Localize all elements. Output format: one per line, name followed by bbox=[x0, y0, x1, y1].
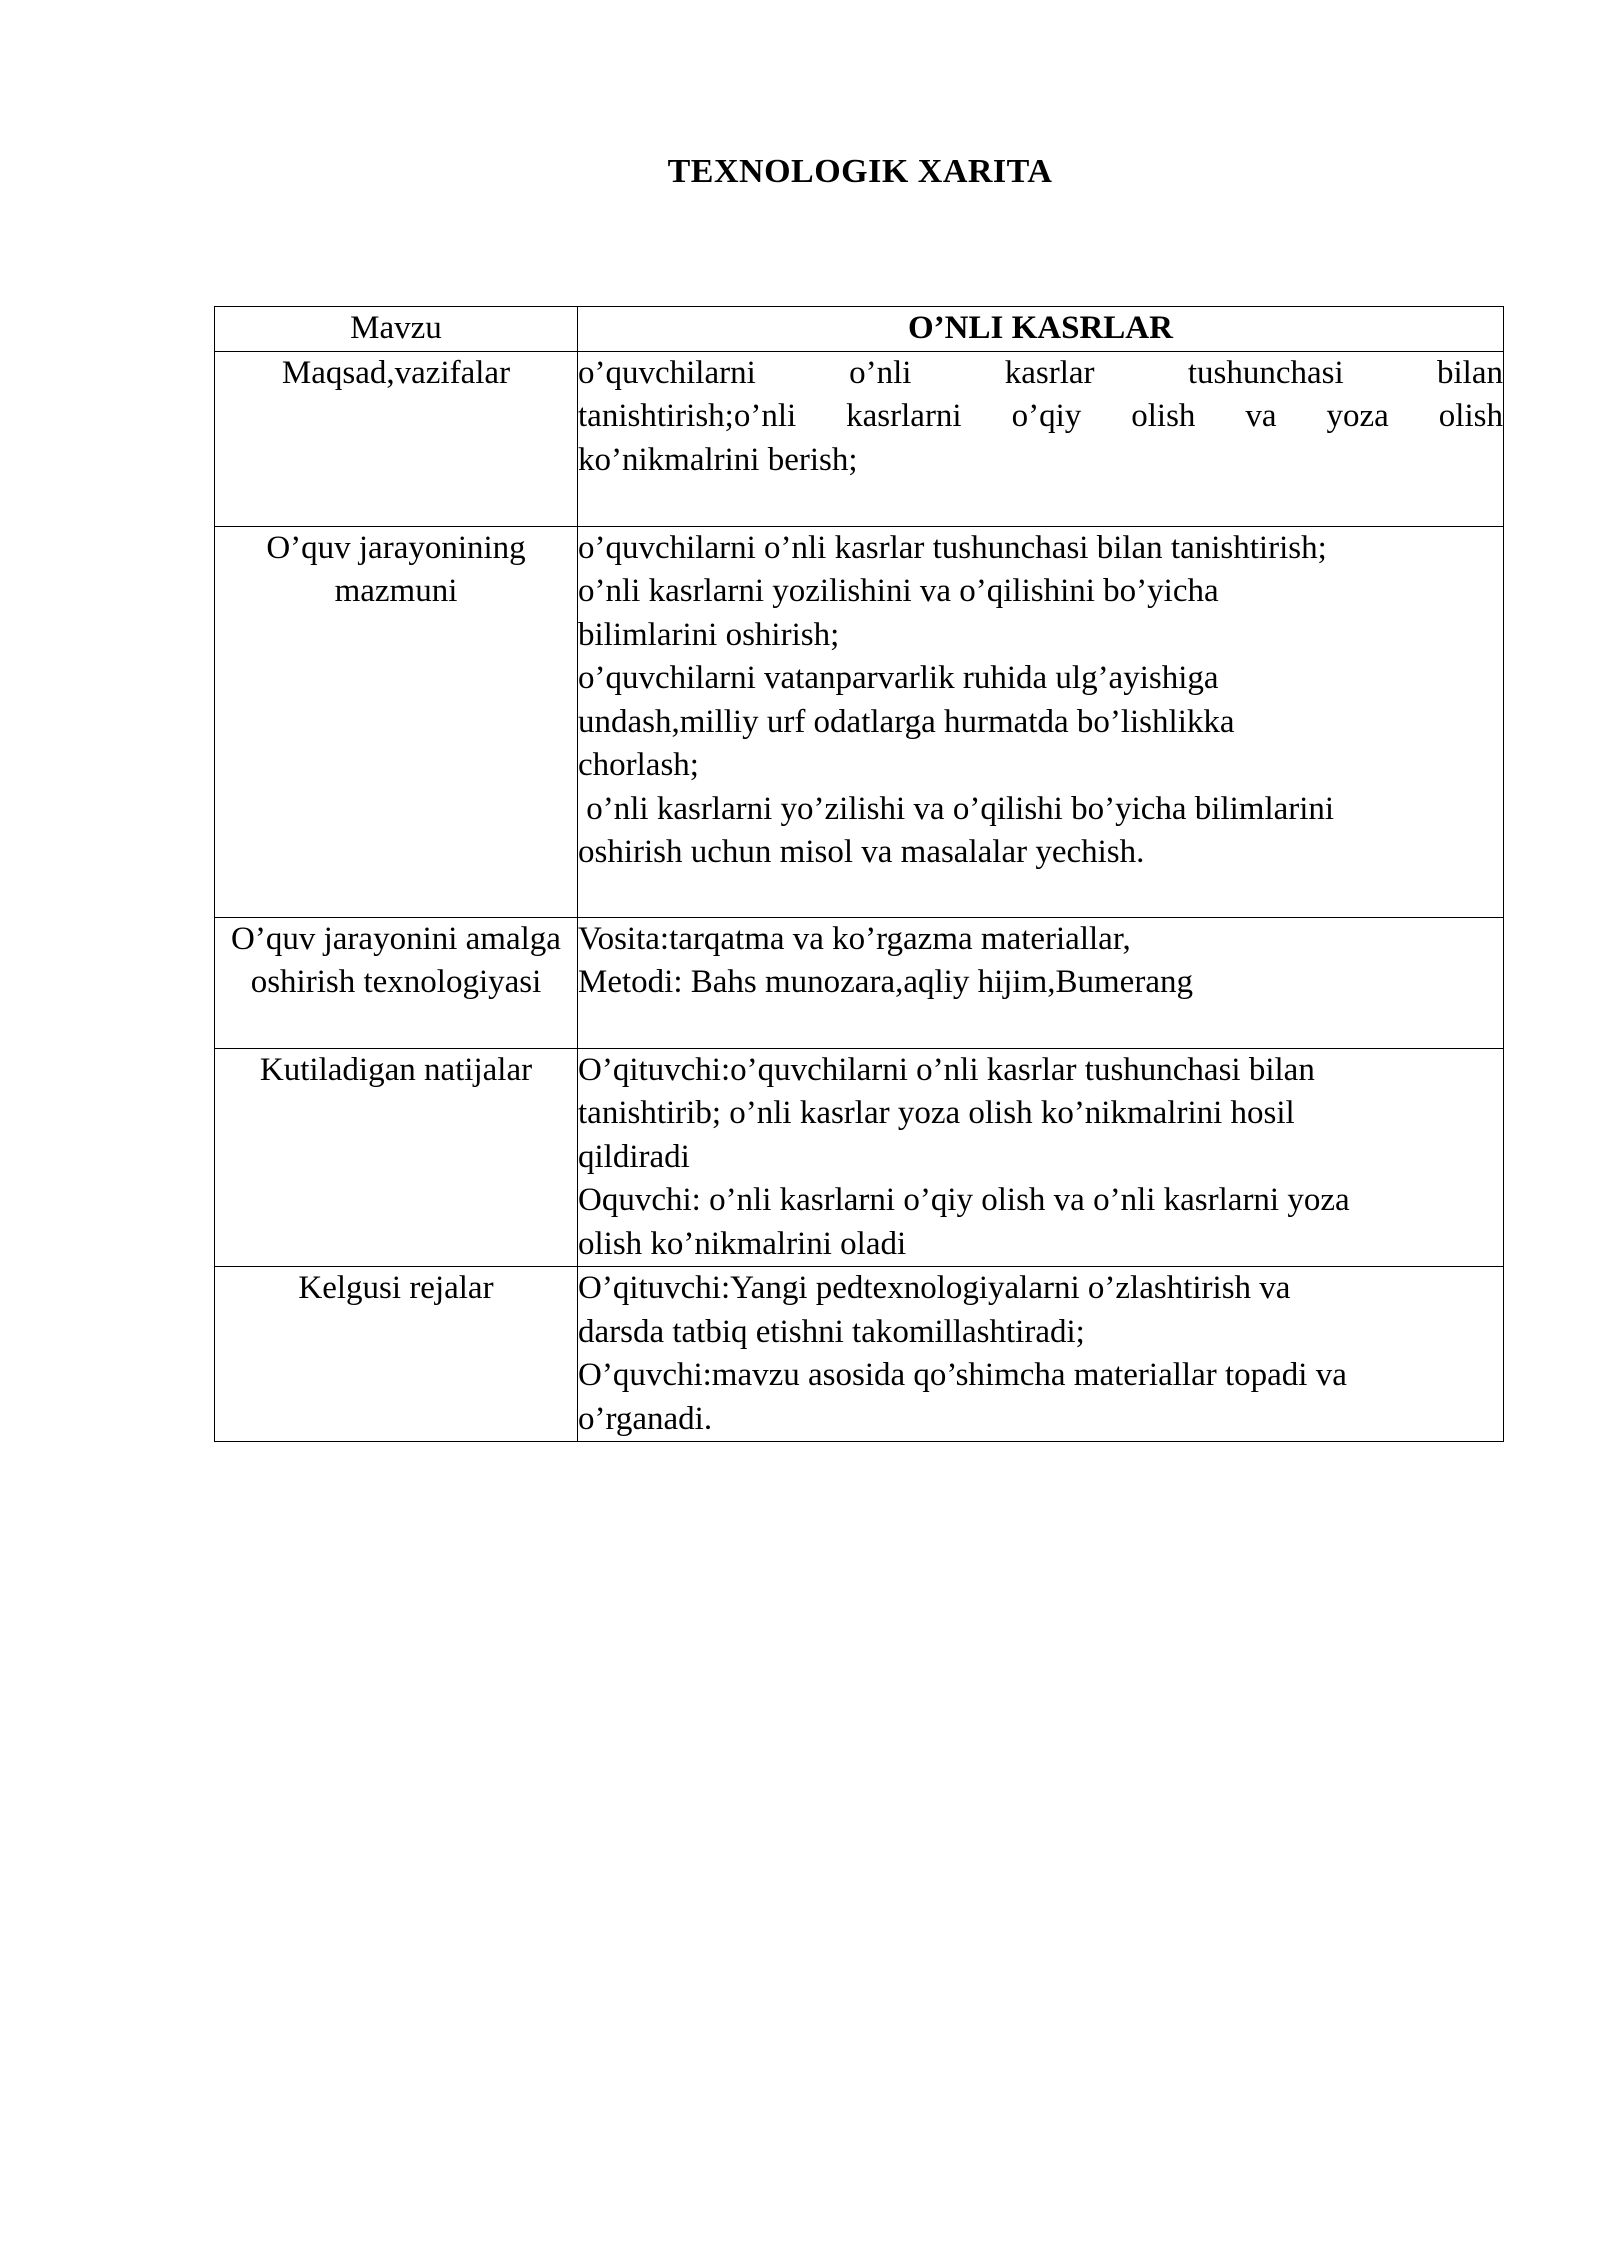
table-row-process-content bbox=[215, 526, 1504, 917]
table-row-goals bbox=[215, 351, 1504, 526]
process-content-line: o’nli kasrlarni yo’zilishi va o’qilishi bo’yicha bilimlarini bbox=[578, 790, 1335, 827]
table-row-technology bbox=[215, 917, 1504, 1048]
goals-content bbox=[578, 351, 1504, 526]
future-plans-line: darsda tatbiq etishni takomillashtiradi; bbox=[578, 1313, 1085, 1350]
process-content-line: undash,milliy urf odatlarga hurmatda bo’lishlikka bbox=[578, 703, 1235, 740]
table-row-future-plans bbox=[215, 1267, 1504, 1442]
process-content-label: O’quv jarayonining mazmuni bbox=[215, 526, 578, 917]
expected-results-line: tanishtirib; o’nli kasrlar yoza olish ko’nikmalrini hosil bbox=[578, 1095, 1295, 1131]
technology-line: Metodi: Bahs munozara,aqliy hijim,Bumerang bbox=[578, 964, 1193, 1000]
future-plans-line: O’quvchi:mavzu asosida qo’shimcha materiallar topadi va bbox=[578, 1357, 1347, 1393]
expected-results-content bbox=[578, 1048, 1504, 1267]
future-plans-label: Kelgusi rejalar bbox=[215, 1267, 578, 1442]
table-row-topic bbox=[215, 307, 1504, 352]
expected-results-line: O’qituvchi:o’quvchilarni o’nli kasrlar tushunchasi bilan bbox=[578, 1051, 1315, 1088]
process-content-text bbox=[578, 526, 1504, 917]
technology-map-table bbox=[214, 306, 1504, 1442]
future-plans-line: o’rganadi. bbox=[578, 1400, 713, 1437]
process-content-line: chorlash; bbox=[578, 747, 699, 783]
expected-results-line: Oquvchi: o’nli kasrlarni o’qiy olish va o’nli kasrlarni yoza bbox=[578, 1182, 1350, 1218]
topic-label: Mavzu bbox=[215, 307, 578, 352]
future-plans-line: O’qituvchi:Yangi pedtexnologiyalarni o’zlashtirish va bbox=[578, 1270, 1291, 1306]
technology-label: O’quv jarayonini amalga oshirish texnologiyasi bbox=[215, 917, 578, 1048]
goals-label: Maqsad,vazifalar bbox=[215, 351, 578, 526]
process-content-line: o’quvchilarni vatanparvarlik ruhida ulg’ayishiga bbox=[578, 660, 1219, 696]
topic-value: O’NLI KASRLAR bbox=[578, 307, 1504, 352]
goals-line: ko’nikmalrini berish; bbox=[578, 441, 858, 478]
technology-line: Vosita:tarqatma va ko’rgazma materiallar, bbox=[578, 920, 1131, 957]
expected-results-label: Kutiladigan natijalar bbox=[215, 1048, 578, 1267]
goals-line: tanishtirish;o’nli kasrlarni o’qiy olish va yoza olish bbox=[578, 398, 1503, 434]
expected-results-line: qildiradi bbox=[578, 1138, 690, 1175]
process-content-line: bilimlarini oshirish; bbox=[578, 616, 840, 653]
expected-results-line: olish ko’nikmalrini oladi bbox=[578, 1225, 907, 1262]
process-content-line: oshirish uchun misol va masalalar yechish. bbox=[578, 834, 1145, 870]
goals-line: o’quvchilarni o’nli kasrlar tushunchasi bilan bbox=[578, 354, 1503, 391]
future-plans-content bbox=[578, 1267, 1504, 1442]
process-content-line: o’quvchilarni o’nli kasrlar tushunchasi bilan tanishtirish; bbox=[578, 529, 1327, 566]
technology-content bbox=[578, 917, 1504, 1048]
process-content-line: o’nli kasrlarni yozilishini va o’qilishini bo’yicha bbox=[578, 573, 1219, 609]
table-row-expected-results bbox=[215, 1048, 1504, 1267]
page-title: TEXNOLOGIK XARITA bbox=[667, 153, 1053, 190]
